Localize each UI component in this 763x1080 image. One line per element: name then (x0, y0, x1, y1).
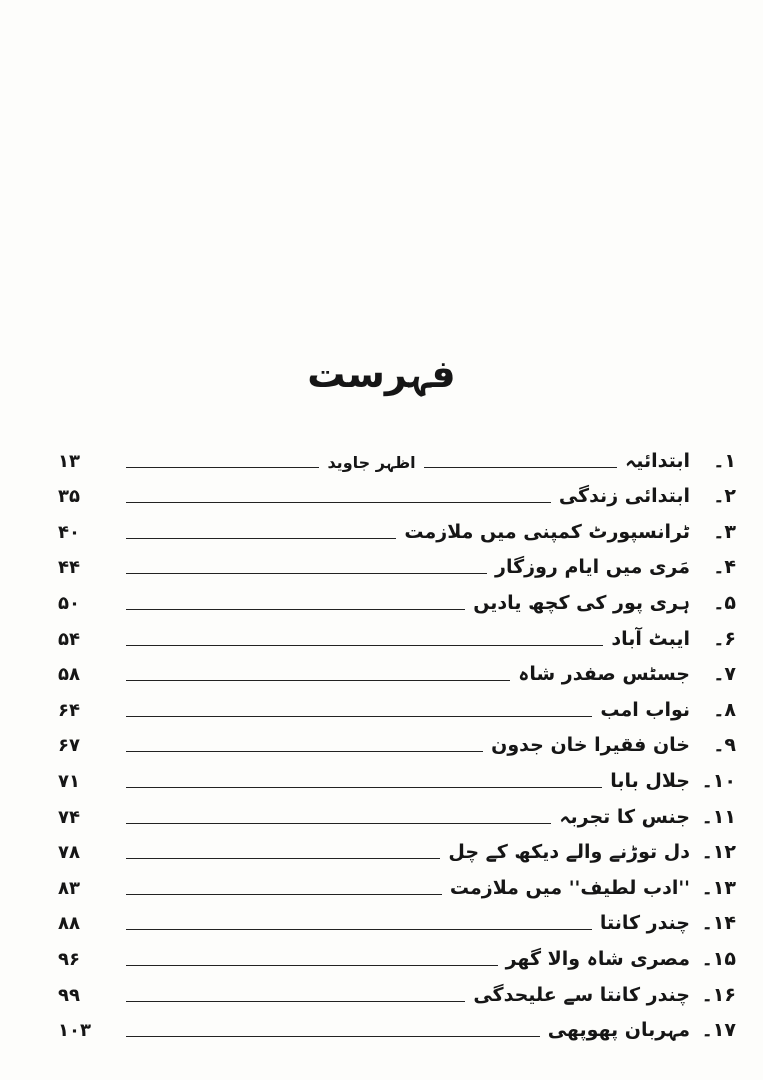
leader-line (126, 1001, 465, 1002)
entry-page: ۷۴ (58, 806, 80, 828)
entry-page: ۷۱ (58, 770, 80, 792)
entry-number: ۸۔ (713, 698, 736, 721)
toc-row (58, 440, 736, 476)
table-of-contents (58, 440, 736, 1045)
toc-row (58, 547, 736, 583)
entry-page: ۴۴ (58, 557, 80, 579)
entry-number: ۳۔ (713, 520, 736, 543)
entry-author: اظہر جاوید (327, 452, 416, 472)
toc-row (58, 974, 736, 1010)
entry-title: جلال بابا (610, 769, 690, 792)
entry-title: مصری شاہ والا گھر (505, 947, 690, 970)
leader-line (126, 787, 602, 788)
leader-line (126, 538, 396, 539)
toc-row (58, 1010, 736, 1046)
entry-page: ۱۰۳ (58, 1020, 91, 1042)
entry-number: ۱۵۔ (701, 947, 736, 970)
entry-page: ۴۰ (58, 521, 80, 543)
entry-title: مہربان پھوپھی (547, 1019, 690, 1042)
leader-line (126, 467, 319, 468)
toc-row (58, 867, 736, 903)
leader-line (126, 1036, 540, 1037)
entry-title: چندر کانتا سے علیحدگی (473, 983, 690, 1006)
entry-page: ۷۸ (58, 842, 80, 864)
toc-row (58, 476, 736, 512)
entry-title: خان فقیرا خان جدون (491, 734, 690, 757)
leader-line (126, 823, 551, 824)
entry-number: ۱۴۔ (701, 912, 736, 935)
leader-line (126, 716, 592, 717)
leader-line (126, 609, 465, 610)
page-title: فہرست (307, 352, 456, 396)
leader-line (126, 502, 551, 503)
entry-page: ۳۵ (58, 486, 80, 508)
entry-title: ''ادب لطیف'' میں ملازمت (449, 876, 690, 899)
entry-number: ۱۱۔ (701, 805, 736, 828)
entry-number: ۱۳۔ (701, 876, 736, 899)
entry-title: ابتدائیہ (625, 449, 690, 472)
entry-number: ۶۔ (713, 627, 736, 650)
entry-page: ۵۰ (58, 592, 80, 614)
toc-row (58, 689, 736, 725)
entry-page: ۸۸ (58, 913, 80, 935)
toc-row (58, 511, 736, 547)
entry-page: ۹۹ (58, 984, 80, 1006)
entry-page: ۶۷ (58, 735, 80, 757)
leader-line (126, 573, 487, 574)
entry-page: ۵۸ (58, 664, 80, 686)
entry-title: ہری پور کی کچھ یادیں (473, 591, 690, 614)
entry-title: ابتدائی زندگی (558, 485, 690, 508)
entry-title: ٹرانسپورٹ کمپنی میں ملازمت (404, 520, 690, 543)
entry-number: ۱۶۔ (701, 983, 736, 1006)
toc-row (58, 903, 736, 939)
entry-page: ۱۳ (57, 450, 80, 472)
entry-number: ۲۔ (713, 485, 736, 508)
entry-title: جنس کا تجربہ (559, 805, 690, 828)
entry-page: ۸۳ (58, 877, 80, 899)
toc-row (58, 654, 736, 690)
toc-row (58, 938, 736, 974)
toc-row (58, 725, 736, 761)
entry-number: ۷۔ (713, 663, 736, 686)
toc-row (58, 760, 736, 796)
entry-page: ۹۶ (58, 948, 80, 970)
toc-row (58, 832, 736, 868)
entry-number: ۵۔ (713, 591, 736, 614)
leader-line (126, 858, 440, 859)
leader-line (126, 894, 442, 895)
entry-title: مَری میں ایام روزگار (495, 556, 690, 579)
entry-title: جسٹس صفدر شاہ (518, 663, 690, 686)
entry-page: ۵۴ (58, 628, 80, 650)
entry-title: چندر کانتا (599, 912, 690, 935)
entry-number: ۱۔ (713, 449, 736, 472)
entry-title: ایبٹ آباد (611, 627, 690, 650)
entry-number: ۹۔ (713, 734, 736, 757)
entry-number: ۱۷۔ (701, 1019, 736, 1042)
leader-line (126, 965, 498, 966)
entry-title: نواب امب (600, 698, 690, 721)
toc-row (58, 796, 736, 832)
toc-row (58, 618, 736, 654)
leader-line (126, 929, 592, 930)
leader-line (126, 751, 483, 752)
leader-line (424, 467, 617, 468)
entry-number: ۱۰۔ (701, 769, 736, 792)
toc-row (58, 582, 736, 618)
entry-number: ۴۔ (713, 556, 736, 579)
entry-number: ۱۲۔ (701, 841, 736, 864)
leader-line (126, 680, 510, 681)
entry-title: دل توڑنے والے دیکھ کے چل (448, 841, 690, 864)
entry-page: ۶۴ (58, 699, 80, 721)
leader-line (126, 645, 603, 646)
